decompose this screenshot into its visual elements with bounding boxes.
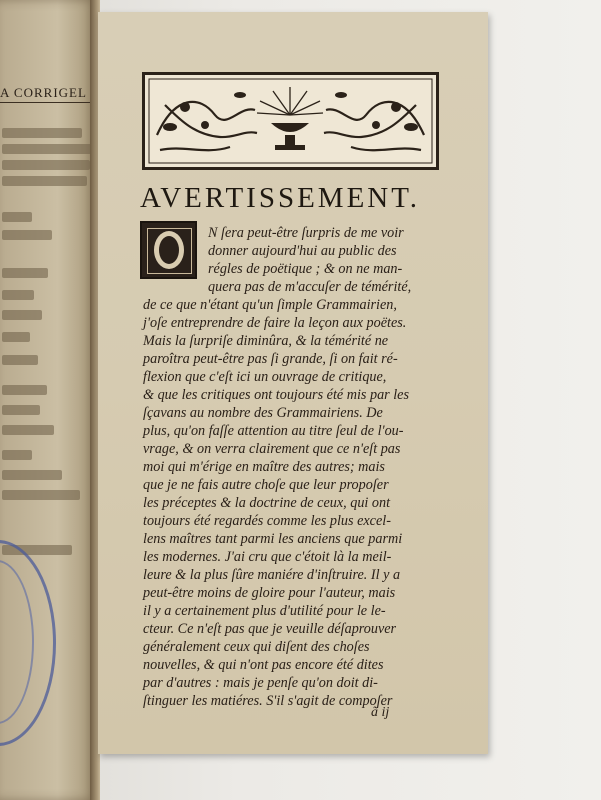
left-text-line: [2, 212, 32, 222]
left-text-line: [2, 385, 47, 395]
text-line: moi qui m'érige en maître des autres; mais: [143, 459, 385, 475]
decorated-initial: [140, 221, 197, 279]
ornamental-headpiece: [142, 72, 439, 170]
text-line: donner aujourd'hui au public des: [208, 243, 397, 259]
text-line: il y a certainement plus d'utilité pour le le-: [143, 603, 386, 619]
text-line: quera pas de m'accuſer de témérité,: [208, 279, 412, 295]
left-page: [0, 0, 96, 800]
left-text-line: [2, 310, 42, 320]
text-line: flexion que c'eſt ici un ouvrage de critique,: [143, 369, 387, 385]
left-text-line: [2, 268, 48, 278]
left-text-line: [2, 332, 30, 342]
left-text-line: [2, 160, 90, 170]
text-line: de ce que n'étant qu'un ſimple Grammairien,: [143, 297, 397, 313]
left-text-line: [2, 405, 40, 415]
page-heading: AVERTISSEMENT.: [140, 182, 421, 214]
text-line: généralement ceux qui diſent des choſes: [143, 639, 370, 655]
left-text-line: [2, 144, 92, 154]
text-line: les préceptes & la doctrine de ceux, qui ont: [143, 495, 391, 511]
text-line: par d'autres : mais je penſe qu'on doit di-: [143, 675, 378, 691]
text-line: & que les critiques ont toujours été mis par les: [143, 387, 409, 403]
text-line: j'oſe entreprendre de faire la leçon aux poëtes.: [143, 315, 407, 331]
left-text-line: [2, 425, 54, 435]
text-line: paroîtra peut-être pas ſi grande, ſi on fait ré-: [143, 351, 398, 367]
text-line: que je ne fais autre choſe que leur propoſer: [143, 477, 389, 493]
left-text-line: [2, 290, 34, 300]
left-text-line: [2, 470, 62, 480]
left-text-line: [2, 176, 87, 186]
left-page-header: A CORRIGEL: [0, 85, 87, 100]
text-line: vrage, & on verra clairement que ce n'eſt pas: [143, 441, 401, 457]
headpiece-ornament: [145, 75, 436, 167]
text-line: Mais la ſurpriſe diminûra, & la témérité ne: [143, 333, 389, 349]
initial-letter-o: [154, 231, 184, 269]
text-line: leure & la plus ſûre maniére d'inſtruire. Il y a: [143, 567, 401, 583]
left-text-line: [2, 355, 38, 365]
left-text-line: [2, 490, 80, 500]
left-text-line: [2, 128, 82, 138]
text-line: nouvelles, & qui n'ont pas encore été dites: [143, 657, 384, 673]
text-line: plus, qu'on faſſe attention au titre ſeul de l'ou-: [143, 423, 404, 439]
left-text-line: [2, 230, 52, 240]
text-line: toujours été regardés comme les plus excel-: [143, 513, 391, 529]
left-page-rule: [0, 102, 96, 103]
text-line: ſtinguer les matiéres. S'il s'agit de compoſer: [143, 693, 393, 709]
signature-mark: ã ij: [371, 705, 390, 720]
text-line: les modernes. J'ai cru que c'étoit là la meil-: [143, 549, 392, 565]
left-text-line: [2, 450, 32, 460]
text-line: cteur. Ce n'eſt pas que je veuille déſaprouver: [143, 621, 397, 637]
text-line: lens maîtres tant parmi les anciens que parmi: [143, 531, 403, 547]
text-line: ſçavans au nombre des Grammairiens. De: [143, 405, 383, 421]
text-line: N ſera peut-être ſurpris de me voir: [208, 225, 404, 241]
text-line: régles de poëtique ; & on ne man-: [208, 261, 403, 277]
text-line: peut-être moins de gloire pour l'auteur, mais: [143, 585, 396, 601]
